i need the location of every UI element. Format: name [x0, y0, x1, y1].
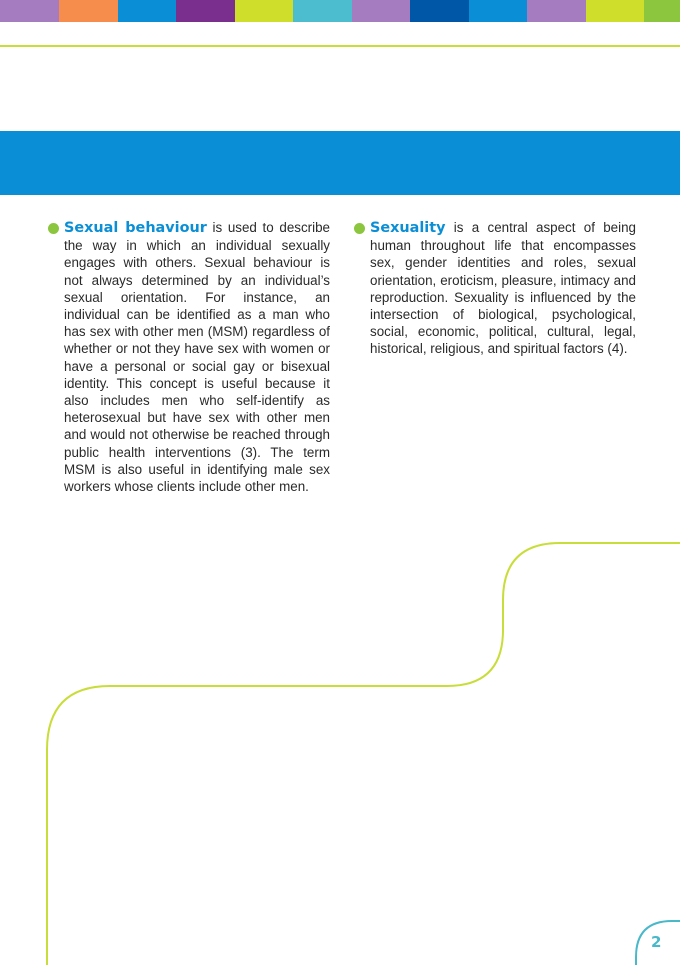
stripe-segment — [352, 0, 410, 22]
color-stripe-bar — [0, 0, 680, 22]
header-rule — [0, 45, 680, 47]
stripe-segment — [410, 0, 469, 22]
stripe-segment — [469, 0, 527, 22]
stripe-segment — [59, 0, 118, 22]
stripe-segment — [176, 0, 235, 22]
definition-paragraph — [370, 219, 636, 358]
definition-sexuality — [354, 219, 636, 358]
definition-text: is a central aspect of being human throughout life that encompasses sex, gender identities and roles, sexual orientation, eroticism, pleasure, intimacy and reproduction. Sexuality is influenced by the intersection of biological, psychological, social, economic, political, cultural, legal, historical, religious, and spiritual factors (4). — [370, 220, 636, 357]
definition-paragraph — [64, 219, 330, 495]
definition-text: is used to describe the way in which an individual sexually engages with others. Sexual behaviour is not always determined by an individual’s sexual orientation. For instance, an individual can be identified as a man who has sex with other men (MSM) regardless of whether or not they have sex with women or have a personal or social gay or bisexual identity. This concept is useful because it also includes men who self-identify as heterosexual but have sex with other men and would not otherwise be reached through public health interventions (3). The term MSM is also useful in identifying male sex workers whose clients include other men. — [64, 220, 330, 495]
bullet-icon — [354, 223, 365, 234]
stripe-segment — [527, 0, 586, 22]
definition-term: Sexuality — [370, 220, 446, 236]
bullet-icon — [48, 223, 59, 234]
definition-sexual-behaviour — [48, 219, 330, 495]
stripe-segment — [644, 0, 680, 22]
title-band — [0, 131, 680, 195]
stripe-segment — [235, 0, 293, 22]
stripe-segment — [293, 0, 352, 22]
page-number: 2 — [651, 933, 662, 951]
stripe-segment — [0, 0, 59, 22]
stripe-segment — [118, 0, 176, 22]
stripe-segment — [586, 0, 644, 22]
definition-term: Sexual behaviour — [64, 220, 207, 236]
